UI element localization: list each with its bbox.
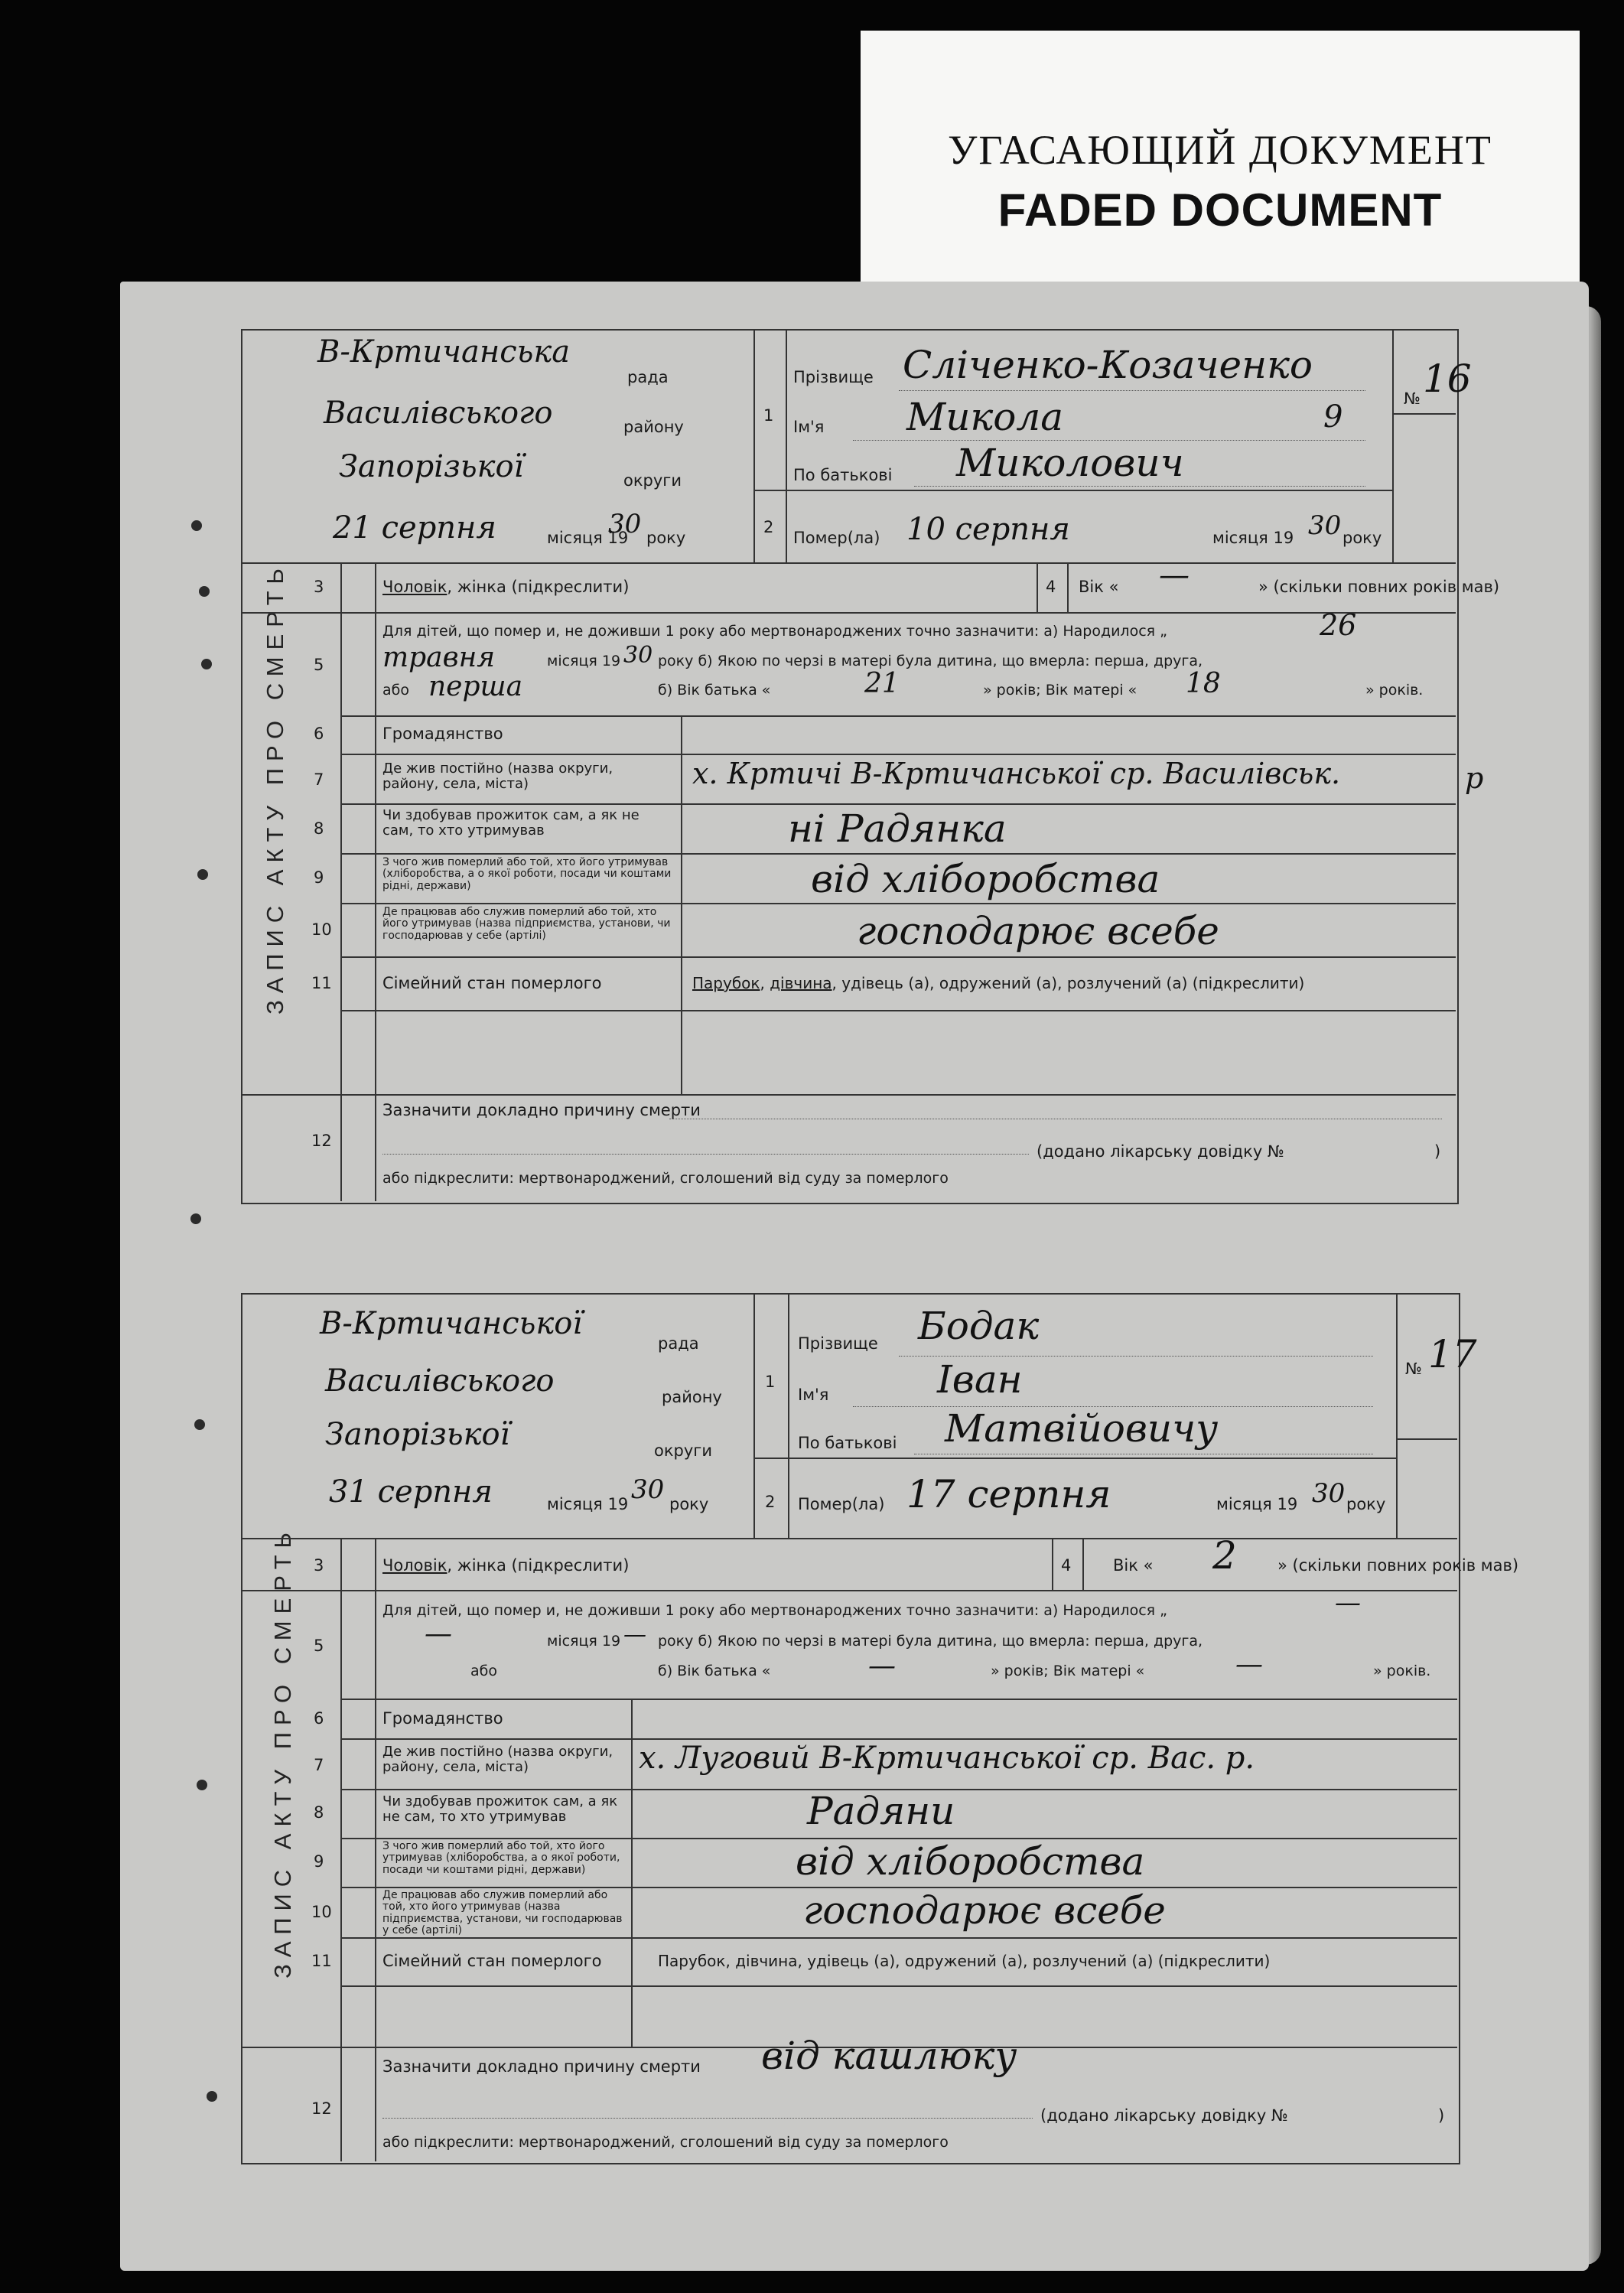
- children-line-3a: або: [382, 682, 409, 699]
- workplace-handwritten: господарює всебе: [803, 1888, 1166, 1933]
- source-handwritten: від хліборобства: [796, 1839, 1145, 1884]
- residence-label: Де жив постійно (назва округи, району, села, міста): [382, 761, 613, 792]
- binding-hole: [190, 1213, 201, 1224]
- birth-month-handwritten: травня: [382, 642, 496, 673]
- binding-hole: [197, 1780, 207, 1790]
- misyatsia-label: місяця 19: [1212, 529, 1294, 547]
- sex-rest-label: , жінка (підкреслити): [447, 1556, 630, 1575]
- region-handwritten: Запорізької: [325, 1417, 510, 1452]
- row-number-7: 7: [314, 770, 324, 789]
- death-year-handwritten: 30: [1308, 510, 1342, 541]
- workplace-handwritten: господарює всебе: [857, 909, 1219, 953]
- source-label: З чого жив померлий або той, хто його утримував (хліборобства, а о якої роботи, посади чи коштами рідні, держави): [382, 856, 672, 892]
- faded-document-stamp: [861, 31, 1580, 306]
- children-line-3b: б) Вік батька «: [658, 682, 771, 699]
- row-number-3: 3: [314, 578, 324, 596]
- registration-date-handwritten: 31 серпня: [329, 1474, 493, 1510]
- row-number-4: 4: [1046, 578, 1056, 596]
- patronymic-handwritten: Матвійовичу: [945, 1406, 1219, 1451]
- row-number-8: 8: [314, 1803, 324, 1822]
- row-number-4: 4: [1061, 1556, 1072, 1575]
- sex-male-underlined: Чоловік: [382, 578, 447, 596]
- livelihood-handwritten: ні Радянка: [788, 806, 1007, 851]
- livelihood-handwritten: Радяни: [807, 1789, 955, 1833]
- birth-year-handwritten: 30: [623, 642, 653, 669]
- registration-year-handwritten: 30: [608, 509, 642, 539]
- first-name-handwritten: Іван: [937, 1357, 1023, 1402]
- side-title-text: ЗАПИС АКТУ ПРО СМЕРТЬ: [269, 1526, 296, 1979]
- misyatsia-label: місяця 19: [547, 1495, 629, 1513]
- children-line-2b: року б) Якою по черзі в матері була дитина, що вмерла: перша, друга,: [658, 653, 1203, 669]
- misyatsia-label: місяця 19: [1216, 1495, 1298, 1513]
- first-name-mark-handwritten: 9: [1323, 399, 1343, 435]
- binding-hole: [197, 869, 208, 880]
- roku-label: року: [1342, 529, 1382, 547]
- rayonu-label: району: [623, 418, 684, 436]
- children-line-3c: » років; Вік матері «: [983, 682, 1137, 699]
- father-age-handwritten: 21: [864, 668, 900, 699]
- binding-hole: [191, 520, 202, 531]
- roku-label: року: [669, 1495, 709, 1513]
- row-number-1: 1: [765, 1373, 776, 1391]
- died-label: Помер(ла): [798, 1495, 885, 1513]
- surname-label: Прізвище: [793, 368, 874, 386]
- surname-label: Прізвище: [798, 1334, 878, 1353]
- age-handwritten: 2: [1212, 1533, 1237, 1578]
- death-date-handwritten: 10 серпня: [906, 512, 1070, 547]
- birth-month-handwritten: —: [425, 1618, 452, 1650]
- roku-label: року: [646, 529, 686, 547]
- livelihood-label: Чи здобував прожиток сам, а як не сам, то хто утримував: [382, 807, 640, 839]
- birth-order-handwritten: перша: [428, 671, 523, 702]
- record-number-handwritten: 16: [1423, 357, 1472, 401]
- district-handwritten: Василівського: [324, 396, 553, 431]
- source-label: З чого жив померлий або той, хто його утримував (хліборобства, а о якої роботи, посади чи коштами рідні, держави): [382, 1840, 620, 1876]
- row-number-1: 1: [763, 406, 774, 425]
- row-number-2: 2: [763, 518, 774, 536]
- family-option-divchyna: дівчина: [770, 974, 832, 992]
- row-number-7: 7: [314, 1756, 324, 1774]
- cause-label: Зазначити докладно причину смерти: [382, 2057, 701, 2076]
- children-line-2a: місяця 19: [547, 1633, 621, 1650]
- children-line-3c: » років; Вік матері «: [991, 1663, 1145, 1679]
- surname-handwritten: Бодак: [918, 1304, 1040, 1348]
- family-option-parubok: Парубок: [692, 974, 760, 992]
- children-line-2a: місяця 19: [547, 653, 621, 669]
- row-number-10: 10: [311, 920, 332, 939]
- row-number-3: 3: [314, 1556, 324, 1575]
- family-options: Парубок, дівчина, удівець (а), одружений (а), розлучений (а) (підкреслити): [692, 974, 1305, 992]
- okruhy-label: округи: [654, 1441, 712, 1460]
- binding-hole: [207, 2091, 217, 2102]
- citizenship-label: Громадянство: [382, 1709, 503, 1728]
- source-handwritten: від хліборобства: [811, 857, 1160, 901]
- mother-age-handwritten: —: [1235, 1649, 1263, 1680]
- doctor-note-label: (додано лікарську довідку №: [1037, 1142, 1284, 1161]
- age-handwritten: —: [1159, 558, 1190, 593]
- row-number-12: 12: [311, 1132, 332, 1150]
- patronymic-label: По батькові: [798, 1434, 897, 1452]
- sex-label: [382, 578, 629, 596]
- number-sign-label: №: [1404, 389, 1421, 408]
- age-label: Вік «: [1113, 1556, 1154, 1575]
- patronymic-handwritten: Миколович: [956, 441, 1184, 485]
- cause-label: Зазначити докладно причину смерти: [382, 1101, 701, 1119]
- registration-date-handwritten: 21 серпня: [333, 510, 496, 546]
- side-title-text: ЗАПИС АКТУ ПРО СМЕРТЬ: [262, 562, 288, 1015]
- row-number-9: 9: [314, 1852, 324, 1871]
- row-number-5: 5: [314, 1637, 324, 1655]
- children-line-2b: року б) Якою по черзі в матері була дитина, що вмерла: перша, друга,: [658, 1633, 1203, 1650]
- birth-date-handwritten: —: [1335, 1588, 1361, 1618]
- children-line-3d: » років.: [1373, 1663, 1431, 1679]
- patronymic-label: По батькові: [793, 466, 893, 484]
- children-line-1: Для дітей, що помер и, не доживши 1 року або мертвонароджених точно зазначити: а) Народилося „: [382, 1602, 1167, 1619]
- row-number-5: 5: [314, 656, 324, 674]
- district-handwritten: Василівського: [325, 1363, 555, 1399]
- death-record-1: рада району округи місяця 19 року В-Кртичанська Василівського Запорізької 21 серпня 30 1 2 Прізвище Ім'я По батькові Сліченко-Козаченко Микола 9 Миколович № 16 Помер(ла) 10 серпня місяця 19 30 року 3 Чоловік, жінка (підкреслити) 4 Вік « — » (скільки повних років мав) 5 Для дітей, що помер и, не доживши 1 року або мертвонароджених точно зазначити: а) Народилося „ 26 травня місяця 19 30 року б) Якою по черзі в матері була дитина, що вмерла: перша, друга, або перша б) Вік батька « 21 » років; Вік матері « 18 » років. 6 Громадянство 7 Де жив постійно (назва округи, району, села, міста) х. Кртичі В-Кртичанської ср. Василівськ. р 8 Чи здобував прожиток сам, а як не сам, то хто утримував ні Радянка 9 З чого жив померлий або той, хто його утримував (хліборобства, а о якої роботи, посади чи коштами рідні, держави) від хліборобства 10 Де працював або служив померлий або той, хто його утримував (назва підприємства, установи, чи господарював у себе (артілі) господарює всебе 11 Сімейний стан померлого Парубок, дівчина, удівець (а), одружений (а), розлучений (а) (підкреслити) 12 Зазначити докладно причину смерти (додано лікарську довідку № ) або підкреслити: мертвонароджений, сголошений від суду за померлого: [241, 329, 1457, 1209]
- binding-hole: [194, 1419, 205, 1430]
- misyatsia-label: місяця 19: [547, 529, 629, 547]
- age-tail-label: » (скільки повних років мав): [1277, 1556, 1519, 1575]
- row-number-9: 9: [314, 868, 324, 887]
- roku-label: року: [1346, 1495, 1386, 1513]
- rayonu-label: району: [662, 1388, 722, 1406]
- age-label: Вік «: [1079, 578, 1119, 596]
- birth-date-handwritten: 26: [1320, 608, 1357, 642]
- family-status-label: Сімейний стан померлого: [382, 974, 602, 992]
- stamp-line-english: FADED DOCUMENT: [998, 184, 1443, 236]
- stillborn-note: або підкреслити: мертвонароджений, сголошений від суду за померлого: [382, 1170, 949, 1187]
- residence-handwritten: х. Кртичі В-Кртичанської ср. Василівськ.: [692, 757, 1341, 790]
- binding-hole: [199, 586, 210, 597]
- row-number-11: 11: [311, 1952, 332, 1970]
- row-number-12: 12: [311, 2099, 332, 2118]
- workplace-label: Де працював або служив померлий або той, хто його утримував (назва підприємства, установи, чи господарював у себе (артілі): [382, 906, 671, 942]
- residence-label: Де жив постійно (назва округи, району, села, міста): [382, 1744, 613, 1775]
- workplace-label: Де працював або служив померлий або той, хто його утримував (назва підприємства, установи, чи господарював у себе (артілі): [382, 1889, 623, 1937]
- stamp-line-russian: УГАСАЮЩИЙ ДОКУМЕНТ: [948, 127, 1492, 173]
- row-number-2: 2: [765, 1493, 776, 1511]
- row-number-11: 11: [311, 974, 332, 992]
- died-label: Помер(ла): [793, 529, 880, 547]
- okruhy-label: округи: [623, 471, 682, 490]
- residence-mark-handwritten: р: [1465, 761, 1484, 795]
- sex-male-underlined: Чоловік: [382, 1556, 447, 1575]
- residence-handwritten: х. Луговий В-Кртичанської ср. Вас. р.: [639, 1741, 1255, 1776]
- stillborn-note: або підкреслити: мертвонароджений, сголошений від суду за померлого: [382, 2134, 949, 2151]
- rada-label: рада: [627, 368, 669, 386]
- children-line-1: Для дітей, що помер и, не доживши 1 року або мертвонароджених точно зазначити: а) Народилося „: [382, 623, 1167, 640]
- age-tail-label: » (скільки повних років мав): [1258, 578, 1500, 596]
- death-record-2: рада району округи місяця 19 року В-Кртичанської Василівського Запорізької 31 серпня 30 1 2 Прізвище Ім'я По батькові Бодак Іван Матвійовичу № 17 Помер(ла) 17 серпня місяця 19 30 року 3 Чоловік, жінка (підкреслити) 4 Вік « 2 » (скільки повних років мав) 5 Для дітей, що помер и, не доживши 1 року або мертвонароджених точно зазначити: а) Народилося „ — — місяця 19 — року б) Якою по черзі в матері була дитина, що вмерла: перша, друга, або б) Вік батька « — » років; Вік матері « — » років. 6 Громадянство 7 Де жив постійно (назва округи, району, села, міста) х. Луговий В-Кртичанської ср. Вас. р. 8 Чи здобував прожиток сам, а як не сам, то хто утримував Радяни 9 З чого жив померлий або той, хто його утримував (хліборобства, а о якої роботи, посади чи коштами рідні, держави) від хліборобства 10 Де працював або служив померлий або той, хто його утримував (назва підприємства, установи, чи господарював у себе (артілі) господарює всебе 11 Сімейний стан померлого Парубок, дівчина, удівець (а), одружений (а), розлучений (а) (підкреслити) 12 Зазначити докладно причину смерти від кашлюку (додано лікарську довідку № ) або підкреслити: мертвонароджений, сголошений від суду за померлого: [241, 1293, 1457, 2173]
- row-number-6: 6: [314, 725, 324, 743]
- family-options: Парубок, дівчина, удівець (а), одружений (а), розлучений (а) (підкреслити): [658, 1952, 1271, 1970]
- council-handwritten: В-Кртичанська: [317, 334, 571, 370]
- children-line-3b: б) Вік батька «: [658, 1663, 771, 1679]
- family-status-label: Сімейний стан померлого: [382, 1952, 602, 1970]
- death-year-handwritten: 30: [1312, 1478, 1346, 1509]
- name-label: Ім'я: [793, 418, 825, 436]
- sex-label: [382, 1557, 629, 1575]
- livelihood-label: Чи здобував прожиток сам, а як не сам, то хто утримував: [382, 1793, 618, 1825]
- first-name-handwritten: Микола: [906, 395, 1064, 439]
- death-date-handwritten: 17 серпня: [906, 1472, 1111, 1516]
- children-line-3d: » років.: [1365, 682, 1424, 699]
- sex-rest-label: , жінка (підкреслити): [447, 578, 630, 596]
- name-label: Ім'я: [798, 1386, 829, 1404]
- family-options-rest: , удівець (а), одружений (а), розлучений (а) (підкреслити): [832, 974, 1305, 992]
- children-line-3a: або: [470, 1663, 497, 1679]
- mother-age-handwritten: 18: [1186, 668, 1221, 699]
- row-number-6: 6: [314, 1709, 324, 1728]
- rada-label: рада: [658, 1334, 699, 1353]
- registration-year-handwritten: 30: [631, 1474, 665, 1505]
- cause-handwritten: від кашлюку: [761, 2034, 1017, 2078]
- number-sign-label: №: [1405, 1360, 1422, 1378]
- surname-handwritten: Сліченко-Козаченко: [903, 343, 1313, 387]
- doctor-note-label: (додано лікарську довідку №: [1040, 2106, 1288, 2125]
- row-number-8: 8: [314, 819, 324, 838]
- row-number-10: 10: [311, 1903, 332, 1921]
- father-age-handwritten: —: [868, 1650, 896, 1682]
- citizenship-label: Громадянство: [382, 725, 503, 743]
- record-number-handwritten: 17: [1428, 1332, 1477, 1376]
- council-handwritten: В-Кртичанської: [320, 1306, 583, 1341]
- binding-hole: [201, 659, 212, 669]
- region-handwritten: Запорізької: [339, 449, 524, 484]
- birth-year-handwritten: —: [623, 1621, 646, 1648]
